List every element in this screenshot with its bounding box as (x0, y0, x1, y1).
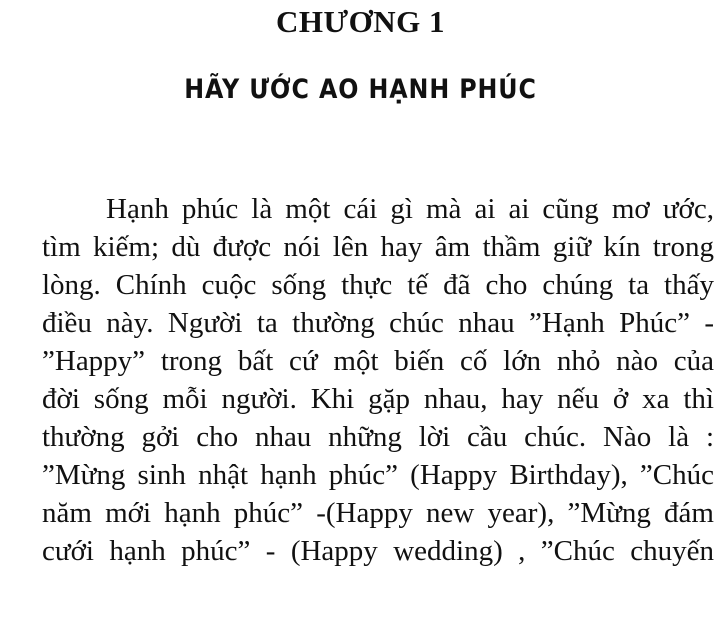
paragraph-line: lòng. Chính cuộc sống thực tế đã cho chúng ta thấy (42, 269, 714, 301)
paragraph-line: cưới hạnh phúc” - (Happy wedding) , ”Chúc chuyến (42, 535, 714, 567)
chapter-number: CHƯƠNG 1 (275, 4, 446, 39)
paragraph-line: Hạnh phúc là một cái gì mà ai ai cũng mơ ước, (106, 193, 714, 225)
paragraph-line: đời sống mỗi người. Khi gặp nhau, hay nếu ở xa thì (42, 383, 714, 415)
paragraph-line: thường gởi cho nhau những lời cầu chúc. Nào là : (42, 421, 714, 453)
chapter-title: HÃY ƯỚC AO HẠNH PHÚC (184, 74, 537, 105)
paragraph-line: ”Mừng sinh nhật hạnh phúc” (Happy Birthday), ”Chúc (42, 459, 714, 491)
chapter-paragraph (42, 190, 714, 570)
paragraph-line: ”Happy” trong bất cứ một biến cố lớn nhỏ nào của (42, 345, 714, 377)
paragraph-line: điều này. Người ta thường chúc nhau ”Hạnh Phúc” - (42, 307, 714, 339)
paragraph-line: năm mới hạnh phúc” -(Happy new year), ”Mừng đám (42, 497, 714, 529)
paragraph-line: tìm kiếm; dù được nói lên hay âm thầm giữ kín trong (42, 231, 714, 263)
